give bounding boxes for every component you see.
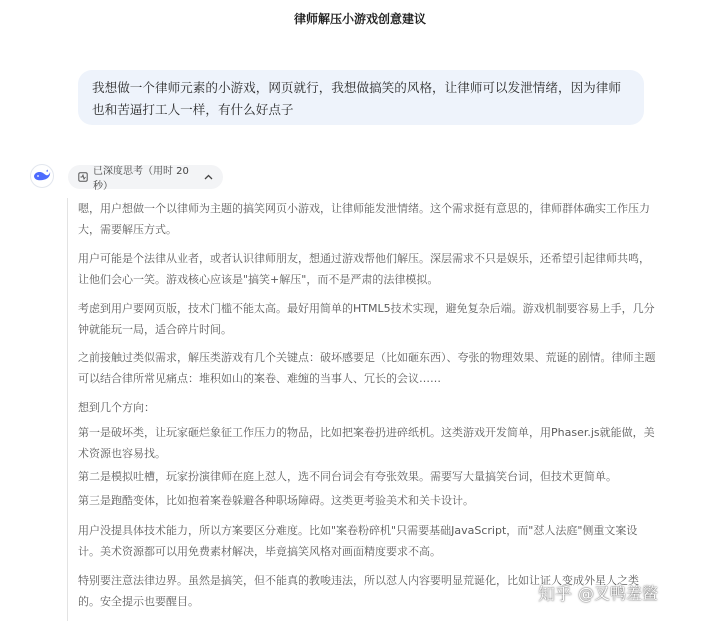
thinking-paragraph: 第一是破坏类，让玩家砸烂象征工作压力的物品，比如把案卷扔进碎纸机。这类游戏开发简单，用Phaser.js就能做，美术资源也容易找。 <box>78 426 655 460</box>
thinking-paragraph: 第二是模拟吐槽，玩家扮演律师在庭上怼人，选不同台词会有夸张效果。需要写大量搞笑台词，但技术更简单。 <box>78 470 617 483</box>
deep-think-icon <box>78 172 88 182</box>
page-title: 律师解压小游戏创意建议 <box>293 12 426 26</box>
watermark-author: @叉鸭羞鳖 <box>578 583 659 603</box>
watermark-site: 知乎 <box>538 584 572 605</box>
user-message-bubble: 我想做一个律师元素的小游戏，网页就行，我想做搞笑的风格，让律师可以发泄情绪，因为律师也和苦逼打工人一样，有什么好点子 <box>78 70 644 125</box>
thinking-paragraph: 第三是跑酷变体，比如抱着案卷躲避各种职场障碍。这类更考验美术和关卡设计。 <box>78 494 474 507</box>
thinking-paragraph: 用户可能是个法律从业者，或者认识律师朋友，想通过游戏帮他们解压。深层需求不只是娱乐，还希望引起律师共鸣，让他们会心一笑。游戏核心应该是"搞笑+解压"，而不是严肃的法律模拟。 <box>78 252 650 286</box>
deep-think-label: 已深度思考（用时 20 秒） <box>93 166 189 192</box>
assistant-avatar <box>30 164 54 188</box>
thinking-paragraph: 特别要注意法律边界。虽然是搞笑，但不能真的教唆违法，所以怼人内容要明显荒诞化，比如让证人变成外星人之类的。安全提示也要醒目。 <box>78 574 639 608</box>
thinking-divider-line <box>67 198 68 621</box>
thinking-paragraph: 考虑到用户要网页版，技术门槛不能太高。最好用简单的HTML5技术实现，避免复杂后端。游戏机制要容易上手，几分钟就能玩一局，适合碎片时间。 <box>78 302 655 336</box>
whale-logo-icon <box>33 169 51 183</box>
zhihu-watermark <box>538 578 658 606</box>
thinking-paragraph: 用户没提具体技术能力，所以方案要区分难度。比如"案卷粉碎机"只需要基础JavaScript，而"怼人法庭"侧重文案设计。美术资源都可以用免费素材解决，毕竟搞笑风格对画面精度要求不高。 <box>78 524 638 558</box>
chevron-up-icon <box>204 174 213 180</box>
thinking-paragraph: 想到几个方向： <box>78 401 155 414</box>
thinking-paragraph: 之前接触过类似需求，解压类游戏有几个关键点：破坏感要足（比如砸东西）、夸张的物理效果、荒诞的剧情。律师主题可以结合律所常见痛点：堆积如山的案卷、难缠的当事人、冗长的会议…… <box>78 351 656 385</box>
thinking-paragraph: 嗯，用户想做一个以律师为主题的搞笑网页小游戏，让律师能发泄情绪。这个需求挺有意思的，律师群体确实工作压力大，需要解压方式。 <box>78 202 650 236</box>
deep-think-toggle[interactable] <box>68 165 223 192</box>
